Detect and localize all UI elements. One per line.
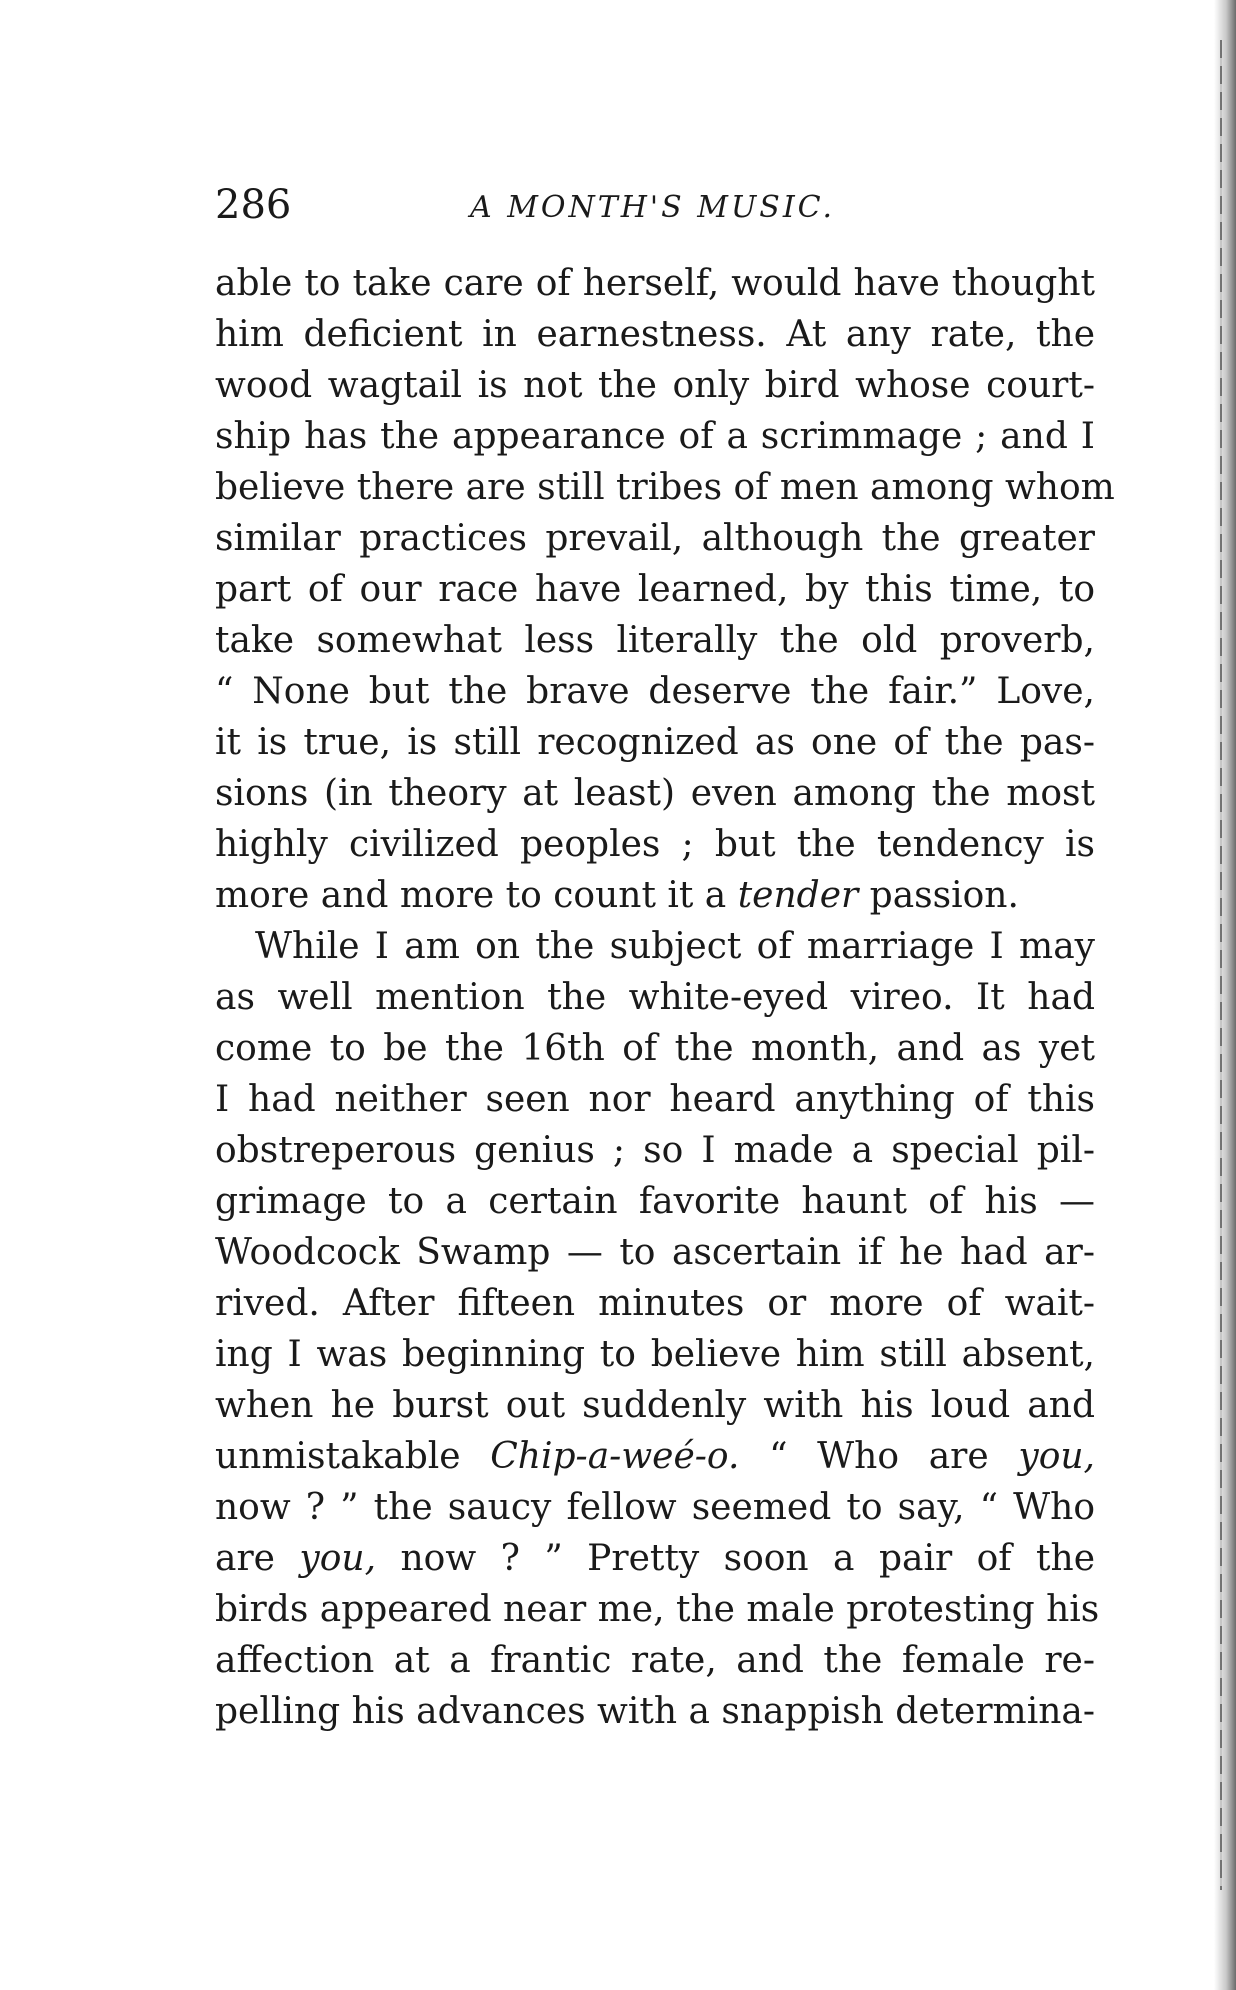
page-header: [215, 182, 1090, 242]
text-line: when he burst out suddenly with his loud and: [215, 1385, 1095, 1426]
text-line: wood wagtail is not the only bird whose court-: [215, 365, 1095, 406]
italic-emphasis: Chip-a-weé-o.: [490, 1436, 740, 1477]
italic-emphasis: you,: [1018, 1436, 1095, 1477]
text-line: it is true, is still recognized as one of the pas-: [215, 722, 1095, 763]
text-line: part of our race have learned, by this time, to: [215, 569, 1095, 610]
page-number: 286: [215, 182, 292, 228]
text-line: sions (in theory at least) even among the most: [215, 773, 1095, 814]
text-line: affection at a frantic rate, and the female re-: [215, 1640, 1095, 1681]
body-text: [215, 258, 1115, 1737]
text-line: birds appeared near me, the male protesting his: [215, 1589, 1100, 1630]
text-line: rived. After fifteen minutes or more of wait-: [215, 1283, 1095, 1324]
text-line: similar practices prevail, although the greater: [215, 518, 1095, 559]
text-line: While I am on the subject of marriage I may: [255, 926, 1095, 967]
text-line: come to be the 16th of the month, and as yet: [215, 1028, 1095, 1069]
text-line: highly civilized peoples ; but the tendency is: [215, 824, 1095, 865]
text-line: as well mention the white-eyed vireo. It had: [215, 977, 1095, 1018]
text-line: grimage to a certain favorite haunt of his —: [215, 1181, 1095, 1222]
text-line: ing I was beginning to believe him still absent,: [215, 1334, 1095, 1375]
text-line: unmistakable Chip-a-weé-o. “ Who are you,: [215, 1436, 1095, 1477]
text-line: ship has the appearance of a scrimmage ; and I: [215, 416, 1095, 457]
text-line: pelling his advances with a snappish determina-: [215, 1691, 1096, 1732]
text-line: I had neither seen nor heard anything of this: [215, 1079, 1095, 1120]
text-line: “ None but the brave deserve the fair.” Love,: [215, 671, 1095, 712]
italic-emphasis: you,: [299, 1538, 377, 1579]
text-line: more and more to count it a tender passion.: [215, 875, 1019, 916]
text-line: take somewhat less literally the old proverb,: [215, 620, 1095, 661]
text-line: him deficient in earnestness. At any rate, the: [215, 314, 1095, 355]
text-line: obstreperous genius ; so I made a special pil-: [215, 1130, 1095, 1171]
page-binding-edge: [1220, 40, 1222, 1890]
italic-emphasis: tender: [737, 875, 859, 916]
text-line: are you, now ? ” Pretty soon a pair of the: [215, 1538, 1095, 1579]
text-line: Woodcock Swamp — to ascertain if he had ar-: [215, 1232, 1095, 1273]
text-line: now ? ” the saucy fellow seemed to say, “ Who: [215, 1487, 1095, 1528]
text-line: able to take care of herself, would have thought: [215, 263, 1095, 304]
text-line: believe there are still tribes of men among whom: [215, 467, 1115, 508]
page-gutter-shadow: [1214, 0, 1236, 1990]
running-head: A MONTH'S MUSIC.: [470, 190, 836, 225]
